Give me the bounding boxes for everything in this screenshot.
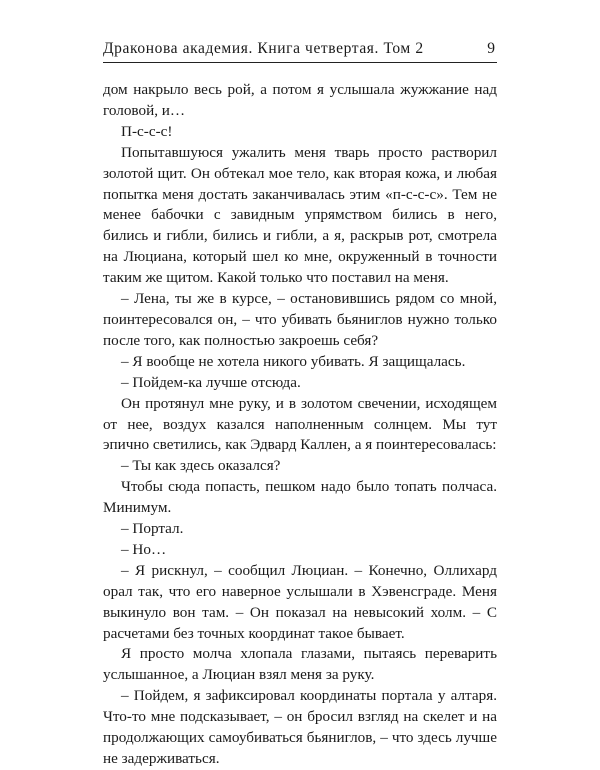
paragraph: П-с-с-с! bbox=[121, 122, 173, 140]
dialogue-paragraph: – Я вообще не хотела никого убивать. Я защищалась. bbox=[121, 352, 466, 370]
paragraph: Чтобы сюда попасть, пешком надо было топать полчаса. Минимум. bbox=[103, 478, 497, 517]
paragraph: Я просто молча хлопала глазами, пытаясь переварить услышанное, а Люциан взял меня за руку. bbox=[103, 645, 497, 684]
dialogue-paragraph: – Я рискнул, – сообщил Люциан. – Конечно, Оллихард орал так, что его наверное услышали в Хэвенсграде. Меня выкинуло вон там. – Он показал на невысокий холм. – С расчетами без точных координат такое бывает. bbox=[103, 561, 497, 642]
dialogue-paragraph: – Лена, ты же в курсе, – остановившись рядом со мной, поинтересовался он, – что убивать бьяниглов нужно только после того, как полностью закроешь себя? bbox=[103, 290, 497, 349]
dialogue-paragraph: – Но… bbox=[121, 540, 167, 558]
page-number: 9 bbox=[487, 40, 495, 57]
running-header bbox=[103, 36, 497, 63]
paragraph: Он протянул мне руку, и в золотом свечении, исходящем от нее, воздух казался наполненным солнцем. Мы тут эпично светились, как Эдвард Каллен, а я поинтересовалась: bbox=[103, 394, 497, 454]
dialogue-paragraph: – Портал. bbox=[121, 520, 184, 538]
dialogue-paragraph: – Пойдем, я зафиксировал координаты портала у алтаря. Что-то мне подсказывает, – он бросил взгляд на скелет и на продолжающих самоубиваться бьяниглов, – что здесь лучше не задерживаться. bbox=[103, 687, 497, 767]
dialogue-paragraph: – Пойдем-ка лучше отсюда. bbox=[121, 373, 301, 391]
paragraph: дом накрыло весь рой, а потом я услышала жужжание над головой, и… bbox=[103, 81, 497, 119]
book-title: Драконова академия. Книга четвертая. Том 2 bbox=[103, 40, 424, 57]
paragraph: Попытавшуюся ужалить меня тварь просто растворил золотой щит. Он обтекал мое тело, как вторая кожа, и любая попытка меня достать заканчивалась этим «п-с-с-с». Тем не менее бабочки с завидным упрямством бились в него, бились и гибли, бились и гибли, а я, раскрыв рот, смотрела на Люциана, который шел ко мне, окруженный в точности таким же щитом. Какой только что поставил на меня. bbox=[103, 143, 497, 287]
page-body bbox=[103, 80, 497, 770]
dialogue-paragraph: – Ты как здесь оказался? bbox=[121, 457, 281, 475]
